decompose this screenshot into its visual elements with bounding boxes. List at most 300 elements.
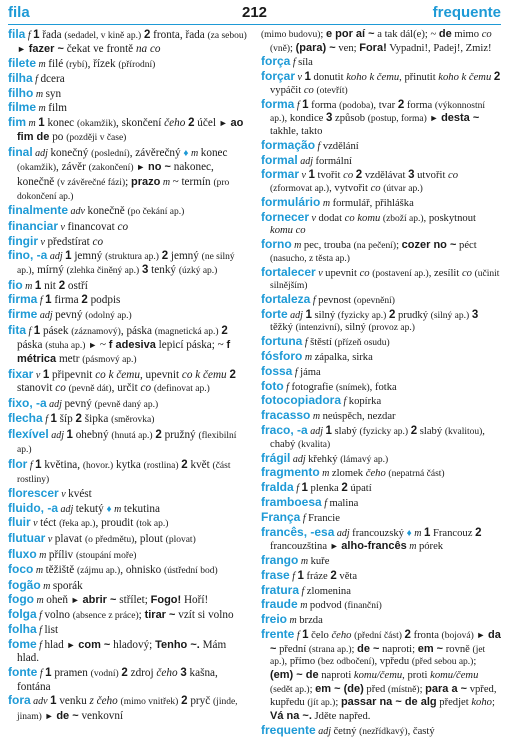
dictionary-entry bbox=[8, 368, 248, 397]
dictionary-entry bbox=[8, 458, 248, 488]
part-of-speech: m bbox=[310, 411, 323, 423]
translation: , proudit bbox=[95, 517, 137, 530]
headword: fome bbox=[8, 636, 37, 651]
dictionary-entry bbox=[261, 168, 501, 195]
headword: fila bbox=[8, 27, 26, 41]
headword: fósforo bbox=[261, 349, 303, 363]
dictionary-entry bbox=[261, 424, 501, 451]
phrase: e por aí ~ bbox=[325, 28, 375, 40]
part-of-speech: m bbox=[302, 352, 315, 363]
gloss-note: (odolný ap.) bbox=[85, 310, 132, 321]
grammar-note: čeho bbox=[156, 666, 178, 679]
sense-number: 1 bbox=[302, 98, 309, 111]
grammar-note: co bbox=[370, 183, 381, 194]
phrase: alho-francês bbox=[341, 540, 407, 553]
translation: , kondice bbox=[284, 113, 326, 125]
headword: fio bbox=[8, 277, 23, 292]
part-of-speech: f bbox=[293, 483, 302, 495]
translation: silný bbox=[311, 309, 338, 321]
gloss-note: (v závěrečné fázi) bbox=[57, 177, 126, 188]
translation: , vytvořit bbox=[329, 183, 371, 194]
gloss-note: (zlehka činěný ap.) bbox=[66, 266, 140, 277]
sense-number: 1 bbox=[66, 428, 73, 441]
translation: pevný bbox=[64, 397, 95, 410]
headword: foco bbox=[8, 562, 34, 577]
translation: květ bbox=[187, 458, 213, 471]
phrase: desta ~ bbox=[441, 112, 480, 125]
gloss-note: (tok ap.) bbox=[136, 519, 169, 530]
headword: fingir bbox=[8, 233, 38, 248]
translation: šipka bbox=[81, 413, 112, 426]
translation: sporák bbox=[52, 579, 83, 592]
headword: fluir bbox=[8, 515, 31, 530]
dictionary-entry bbox=[8, 548, 248, 563]
part-of-speech: m bbox=[406, 541, 419, 553]
gloss-note: (intenzivní) bbox=[295, 323, 340, 334]
headword: forno bbox=[261, 237, 292, 252]
headword: fluido, -a bbox=[8, 500, 58, 515]
headword: fracasso bbox=[261, 408, 311, 423]
dictionary-entry bbox=[261, 335, 501, 350]
translation: utvořit bbox=[414, 170, 449, 182]
sense-number: 1 bbox=[50, 413, 57, 426]
headword: fora bbox=[8, 693, 31, 708]
sense-number: 1 bbox=[45, 666, 52, 679]
translation: věta bbox=[336, 570, 358, 582]
translation: ; bbox=[125, 175, 132, 188]
part-of-speech: adj bbox=[58, 503, 76, 515]
phrase-marker-icon: ► bbox=[136, 162, 146, 173]
headword: finalmente bbox=[8, 203, 69, 218]
phrase: fazer ~ bbox=[28, 43, 64, 56]
dictionary-entry bbox=[261, 613, 501, 628]
dictionary-entry bbox=[261, 724, 501, 739]
gloss-note: (část rostliny) bbox=[17, 460, 231, 485]
phrase: cozer no ~ bbox=[401, 239, 457, 252]
part-of-speech: m bbox=[319, 468, 332, 480]
dictionary-entry bbox=[261, 266, 501, 293]
gloss-note: (poslední) bbox=[91, 148, 130, 159]
translation: Hoří! bbox=[181, 594, 209, 607]
sense-number: 2 bbox=[155, 428, 162, 441]
part-of-speech: adj bbox=[297, 155, 316, 167]
gloss-note: (hnutá ap.) bbox=[111, 430, 153, 441]
dictionary-entry bbox=[8, 516, 248, 531]
grammar-note: co bbox=[55, 382, 66, 395]
translation: dcera bbox=[40, 73, 65, 86]
sense-number: 2 bbox=[188, 117, 195, 129]
headword: fogo bbox=[8, 592, 34, 607]
part-of-speech: adj bbox=[46, 398, 65, 410]
dictionary-entry bbox=[261, 554, 501, 569]
part-of-speech: adv bbox=[30, 696, 51, 708]
part-of-speech: m bbox=[36, 58, 49, 70]
right-column bbox=[261, 28, 501, 738]
phrase: (em) ~ de bbox=[270, 668, 319, 681]
dictionary-entry bbox=[261, 598, 501, 613]
translation: brzda bbox=[299, 615, 323, 627]
sense-number: 2 bbox=[181, 458, 188, 471]
part-of-speech: adj bbox=[287, 309, 306, 321]
translation: , zesílit bbox=[428, 267, 462, 279]
translation: fronta bbox=[410, 630, 442, 642]
headword: fogão bbox=[8, 577, 41, 592]
dictionary-entry bbox=[8, 502, 248, 516]
gloss-note: (okamžik) bbox=[76, 119, 116, 129]
phrase: para a ~ bbox=[425, 682, 468, 695]
dictionary-entry bbox=[8, 563, 248, 578]
gloss-note: (ústřední bod) bbox=[164, 566, 218, 577]
dictionary-entry bbox=[261, 409, 501, 424]
translation: připevnit bbox=[49, 368, 96, 381]
translation: forma bbox=[308, 99, 340, 111]
dictionary-entry bbox=[8, 87, 248, 101]
translation: forma bbox=[404, 99, 435, 111]
dictionary-entry bbox=[261, 466, 501, 481]
translation: pružný bbox=[161, 428, 199, 441]
part-of-speech: adj bbox=[32, 147, 51, 159]
translation: pryč bbox=[187, 695, 214, 708]
translation: nakonec, konečně bbox=[17, 161, 214, 188]
translation: a tak dál(e); ~ bbox=[374, 29, 439, 40]
gloss-note: (místně) bbox=[387, 684, 420, 695]
translation: účel bbox=[194, 117, 219, 129]
sense-number: 1 bbox=[325, 425, 332, 438]
translation: venku bbox=[56, 695, 90, 708]
gloss-note: (kvalita) bbox=[297, 439, 331, 450]
translation: fotografie bbox=[291, 381, 336, 393]
gloss-note: (přední část) bbox=[354, 631, 402, 642]
translation: , přímo bbox=[284, 656, 318, 668]
gloss-note: (přízeň osudu) bbox=[334, 338, 390, 349]
header-rule bbox=[8, 24, 501, 25]
part-of-speech: m bbox=[36, 103, 49, 115]
part-of-speech: adj bbox=[290, 453, 309, 465]
translation: páska bbox=[17, 338, 46, 351]
gloss-note: (pevně dát) bbox=[68, 384, 112, 395]
dictionary-entry bbox=[8, 324, 248, 368]
sense-number: 2 bbox=[330, 569, 337, 582]
page-number: 212 bbox=[241, 4, 268, 21]
translation: takhle, takto bbox=[270, 125, 323, 137]
gloss-note: (opevnění) bbox=[353, 295, 395, 306]
phrase: Fogo! bbox=[150, 594, 182, 607]
dictionary-entry bbox=[8, 279, 248, 293]
translation: filé bbox=[48, 57, 66, 70]
part-of-speech: v bbox=[309, 212, 319, 224]
headword: frase bbox=[261, 567, 290, 582]
dictionary-entry bbox=[8, 666, 248, 695]
gloss-note: (zájmu ap.) bbox=[76, 566, 121, 577]
translation: plenka bbox=[307, 483, 342, 495]
part-of-speech: adj bbox=[334, 527, 353, 539]
translation: , určit bbox=[111, 382, 141, 395]
left-column bbox=[8, 28, 248, 724]
sense-number: 2 bbox=[410, 425, 418, 438]
translation: formální bbox=[315, 155, 352, 167]
dictionary-entry bbox=[8, 116, 248, 146]
dictionary-entry bbox=[8, 579, 248, 593]
sense-number: 3 bbox=[141, 264, 149, 277]
translation: fráze bbox=[303, 570, 331, 582]
translation: vzdělávat bbox=[362, 170, 409, 182]
headword: fragmento bbox=[261, 465, 320, 480]
part-of-speech: f bbox=[26, 325, 34, 337]
translation: pevný bbox=[55, 308, 86, 321]
translation: francouzský bbox=[352, 527, 407, 539]
phrase: passar na ~ de alg bbox=[340, 696, 437, 709]
headword: fixar bbox=[8, 366, 34, 381]
sense-number: 2 bbox=[388, 308, 396, 321]
gloss-note: (postavení ap.) bbox=[372, 268, 429, 279]
headword: folha bbox=[8, 622, 37, 637]
grammar-note: co komu bbox=[344, 212, 381, 224]
headword: frequente bbox=[261, 722, 316, 737]
grammar-note: co bbox=[481, 29, 492, 40]
translation: slabý bbox=[417, 426, 445, 438]
dictionary-entry bbox=[261, 526, 501, 554]
phrase: tirar ~ bbox=[144, 608, 176, 621]
dictionary-entry bbox=[261, 569, 501, 584]
dictionary-entry bbox=[261, 584, 501, 599]
translation: zápalka, sirka bbox=[314, 352, 373, 363]
gloss-note: (řeka ap.) bbox=[59, 519, 96, 530]
dictionary-entry bbox=[8, 428, 248, 458]
translation: dodat bbox=[318, 212, 345, 224]
translation: hlad bbox=[44, 638, 67, 651]
gloss-note: (před sebou ap.) bbox=[411, 657, 474, 668]
headword: fino, -a bbox=[8, 248, 48, 263]
part-of-speech: f bbox=[37, 295, 46, 307]
dictionary-entry bbox=[8, 235, 248, 249]
translation: Francouz bbox=[430, 527, 476, 539]
translation: Jděte napřed. bbox=[311, 710, 371, 722]
gloss-note: (mimo budovu) bbox=[261, 30, 321, 40]
part-of-speech: m bbox=[33, 565, 46, 577]
phrase: em ~ (de) bbox=[315, 682, 364, 695]
sense-number: 2 bbox=[475, 526, 482, 539]
gloss-note: (pro dokončení ap.) bbox=[17, 177, 230, 202]
dictionary-entry bbox=[8, 293, 248, 307]
translation: volno bbox=[44, 608, 73, 621]
sense-number: 2 bbox=[229, 368, 236, 381]
translation: ; bbox=[320, 29, 326, 40]
gloss-note: (otevřít) bbox=[316, 85, 348, 96]
grammar-note: čeho bbox=[164, 117, 186, 129]
headword: firme bbox=[8, 306, 38, 321]
translation: prudký bbox=[395, 309, 431, 321]
part-of-speech: f bbox=[292, 366, 301, 378]
translation: péct bbox=[456, 240, 477, 252]
sense-number: 1 bbox=[38, 117, 45, 129]
headword: formal bbox=[261, 152, 298, 167]
sense-number: 2 bbox=[181, 695, 188, 708]
dictionary-entry bbox=[8, 638, 248, 666]
sense-number: 2 bbox=[397, 98, 405, 111]
translation: , přinutit bbox=[399, 72, 439, 84]
sense-number: 1 bbox=[423, 526, 431, 539]
headword: fralda bbox=[261, 480, 294, 495]
dictionary-entry bbox=[8, 412, 248, 427]
sense-number: 2 bbox=[121, 666, 128, 679]
translation: , řízek bbox=[87, 57, 119, 70]
sense-number: 1 bbox=[50, 695, 57, 708]
part-of-speech: m bbox=[298, 556, 311, 567]
part-of-speech: m bbox=[188, 147, 201, 159]
headword: final bbox=[8, 144, 33, 159]
translation: , upevnit bbox=[139, 368, 182, 381]
translation: tvořit bbox=[314, 170, 344, 182]
headword: fraco, -a bbox=[261, 423, 308, 438]
gloss-note: (bojová) bbox=[441, 631, 474, 642]
translation: mimo bbox=[451, 29, 482, 40]
part-of-speech: f bbox=[36, 609, 45, 621]
dictionary-entry bbox=[261, 481, 501, 496]
running-head-left: fila bbox=[8, 4, 30, 21]
headword: forçar bbox=[261, 69, 296, 84]
translation: film bbox=[48, 102, 67, 115]
translation: konečný bbox=[50, 146, 92, 159]
phrase-marker-icon: ► bbox=[88, 339, 98, 350]
grammar-note: co bbox=[359, 267, 370, 279]
dictionary-entry bbox=[8, 593, 248, 607]
dictionary-entry bbox=[8, 623, 248, 637]
sense-number: 1 bbox=[308, 169, 315, 182]
translation: , tvar bbox=[373, 99, 398, 111]
translation: hladový; bbox=[110, 638, 156, 651]
translation: , vpředu bbox=[374, 656, 412, 668]
phrase: f adesiva bbox=[108, 338, 156, 351]
translation: , mírný bbox=[31, 264, 67, 277]
translation: konečně bbox=[87, 205, 128, 218]
headword: formulário bbox=[261, 194, 321, 209]
dictionary-entry bbox=[261, 380, 501, 395]
headword: fornecer bbox=[261, 209, 310, 224]
part-of-speech: v bbox=[299, 170, 309, 182]
dictionary-entry bbox=[261, 365, 501, 380]
part-of-speech: adj bbox=[48, 429, 67, 441]
translation: ohebný bbox=[72, 428, 112, 441]
translation: kašna, fontána bbox=[17, 666, 218, 693]
sense-number: 2 bbox=[341, 482, 348, 495]
running-head-right: frequente bbox=[432, 4, 501, 21]
sense-number: 2 bbox=[75, 413, 82, 426]
part-of-speech: m bbox=[111, 503, 124, 515]
translation: ; bbox=[138, 608, 145, 621]
translation: syn bbox=[45, 87, 62, 100]
translation: ostří bbox=[65, 279, 88, 292]
dictionary-entry bbox=[261, 55, 501, 70]
translation: donutit bbox=[310, 72, 347, 84]
gloss-note: (fyzicky ap.) bbox=[337, 310, 387, 321]
translation: pórek bbox=[418, 541, 444, 553]
translation: , chabý bbox=[270, 426, 485, 450]
headword: forte bbox=[261, 306, 288, 321]
dictionary-entry bbox=[261, 196, 501, 211]
translation: , proti bbox=[402, 669, 431, 681]
gloss-note: (výkonnostní ap.) bbox=[270, 100, 485, 125]
sense-number: 2 bbox=[404, 629, 411, 642]
dictionary-entry bbox=[8, 220, 248, 234]
translation: nit bbox=[41, 279, 59, 292]
dictionary-entry bbox=[8, 57, 248, 72]
part-of-speech: v bbox=[315, 267, 326, 279]
gloss-note: (finanční) bbox=[344, 601, 382, 612]
part-of-speech: f bbox=[290, 57, 299, 69]
part-of-speech: adj bbox=[47, 251, 66, 263]
subentry-marker-icon: ♦ bbox=[406, 527, 412, 539]
headword: flutuar bbox=[8, 531, 46, 545]
part-of-speech: m bbox=[160, 176, 173, 188]
headword: firma bbox=[8, 292, 38, 307]
part-of-speech: f bbox=[32, 74, 41, 86]
translation: těžiště bbox=[45, 564, 77, 577]
translation: firma bbox=[51, 294, 82, 307]
translation: pásek bbox=[40, 324, 72, 337]
part-of-speech: f bbox=[294, 630, 303, 642]
translation: neúspěch, nezdar bbox=[322, 411, 396, 423]
translation: metr bbox=[56, 353, 83, 366]
dictionary-entry bbox=[261, 98, 501, 139]
translation: podvod bbox=[309, 600, 345, 612]
gloss-note: (vně) bbox=[270, 43, 291, 54]
translation: ; bbox=[290, 42, 296, 54]
translation: jemný bbox=[168, 250, 202, 263]
translation: , skončení bbox=[116, 117, 165, 129]
part-of-speech: f bbox=[310, 294, 319, 306]
grammar-note: komu co bbox=[270, 225, 306, 237]
translation: po bbox=[49, 131, 67, 144]
gloss-note: (jít ap.) bbox=[307, 698, 336, 709]
headword: financiar bbox=[8, 218, 59, 233]
translation: ; bbox=[396, 240, 402, 252]
dictionary-entry bbox=[8, 397, 248, 412]
dictionary-entry bbox=[8, 487, 248, 501]
sense-number: 1 bbox=[35, 458, 42, 471]
sense-number: 1 bbox=[65, 250, 72, 263]
translation: pevnost bbox=[318, 294, 354, 306]
translation: konec bbox=[200, 146, 228, 159]
dictionary-entry bbox=[8, 28, 248, 57]
part-of-speech: f bbox=[36, 625, 45, 637]
translation: upevnit bbox=[325, 267, 360, 279]
gloss-note: (strana ap.) bbox=[308, 644, 352, 655]
dictionary-entry bbox=[261, 394, 501, 409]
gloss-note: (magnetická ap.) bbox=[154, 326, 219, 337]
sense-number: 1 bbox=[42, 368, 50, 381]
part-of-speech: f bbox=[321, 497, 330, 509]
translation: síla bbox=[298, 57, 313, 69]
translation: kopírka bbox=[348, 396, 382, 408]
phrase: f métrica bbox=[17, 338, 231, 366]
part-of-speech: m bbox=[291, 240, 304, 252]
gloss-note: (rostlina) bbox=[143, 460, 179, 471]
translation: naproti; bbox=[379, 643, 418, 655]
translation: , poskytnout bbox=[423, 212, 476, 224]
gloss-note: (zformovat ap.) bbox=[270, 184, 330, 194]
dictionary-entry bbox=[261, 452, 501, 467]
translation: malina bbox=[329, 497, 359, 509]
gloss-note: (flexibilní ap.) bbox=[17, 430, 237, 455]
dictionary-entry bbox=[8, 608, 248, 623]
translation: ~ bbox=[97, 338, 109, 351]
sense-number: 1 bbox=[301, 482, 308, 495]
translation: vypáčit bbox=[270, 84, 304, 96]
dictionary-entry bbox=[8, 146, 248, 204]
grammar-note: co k čemu bbox=[181, 368, 227, 381]
translation: , ohnisko bbox=[120, 564, 165, 577]
translation: oheň bbox=[46, 594, 71, 607]
